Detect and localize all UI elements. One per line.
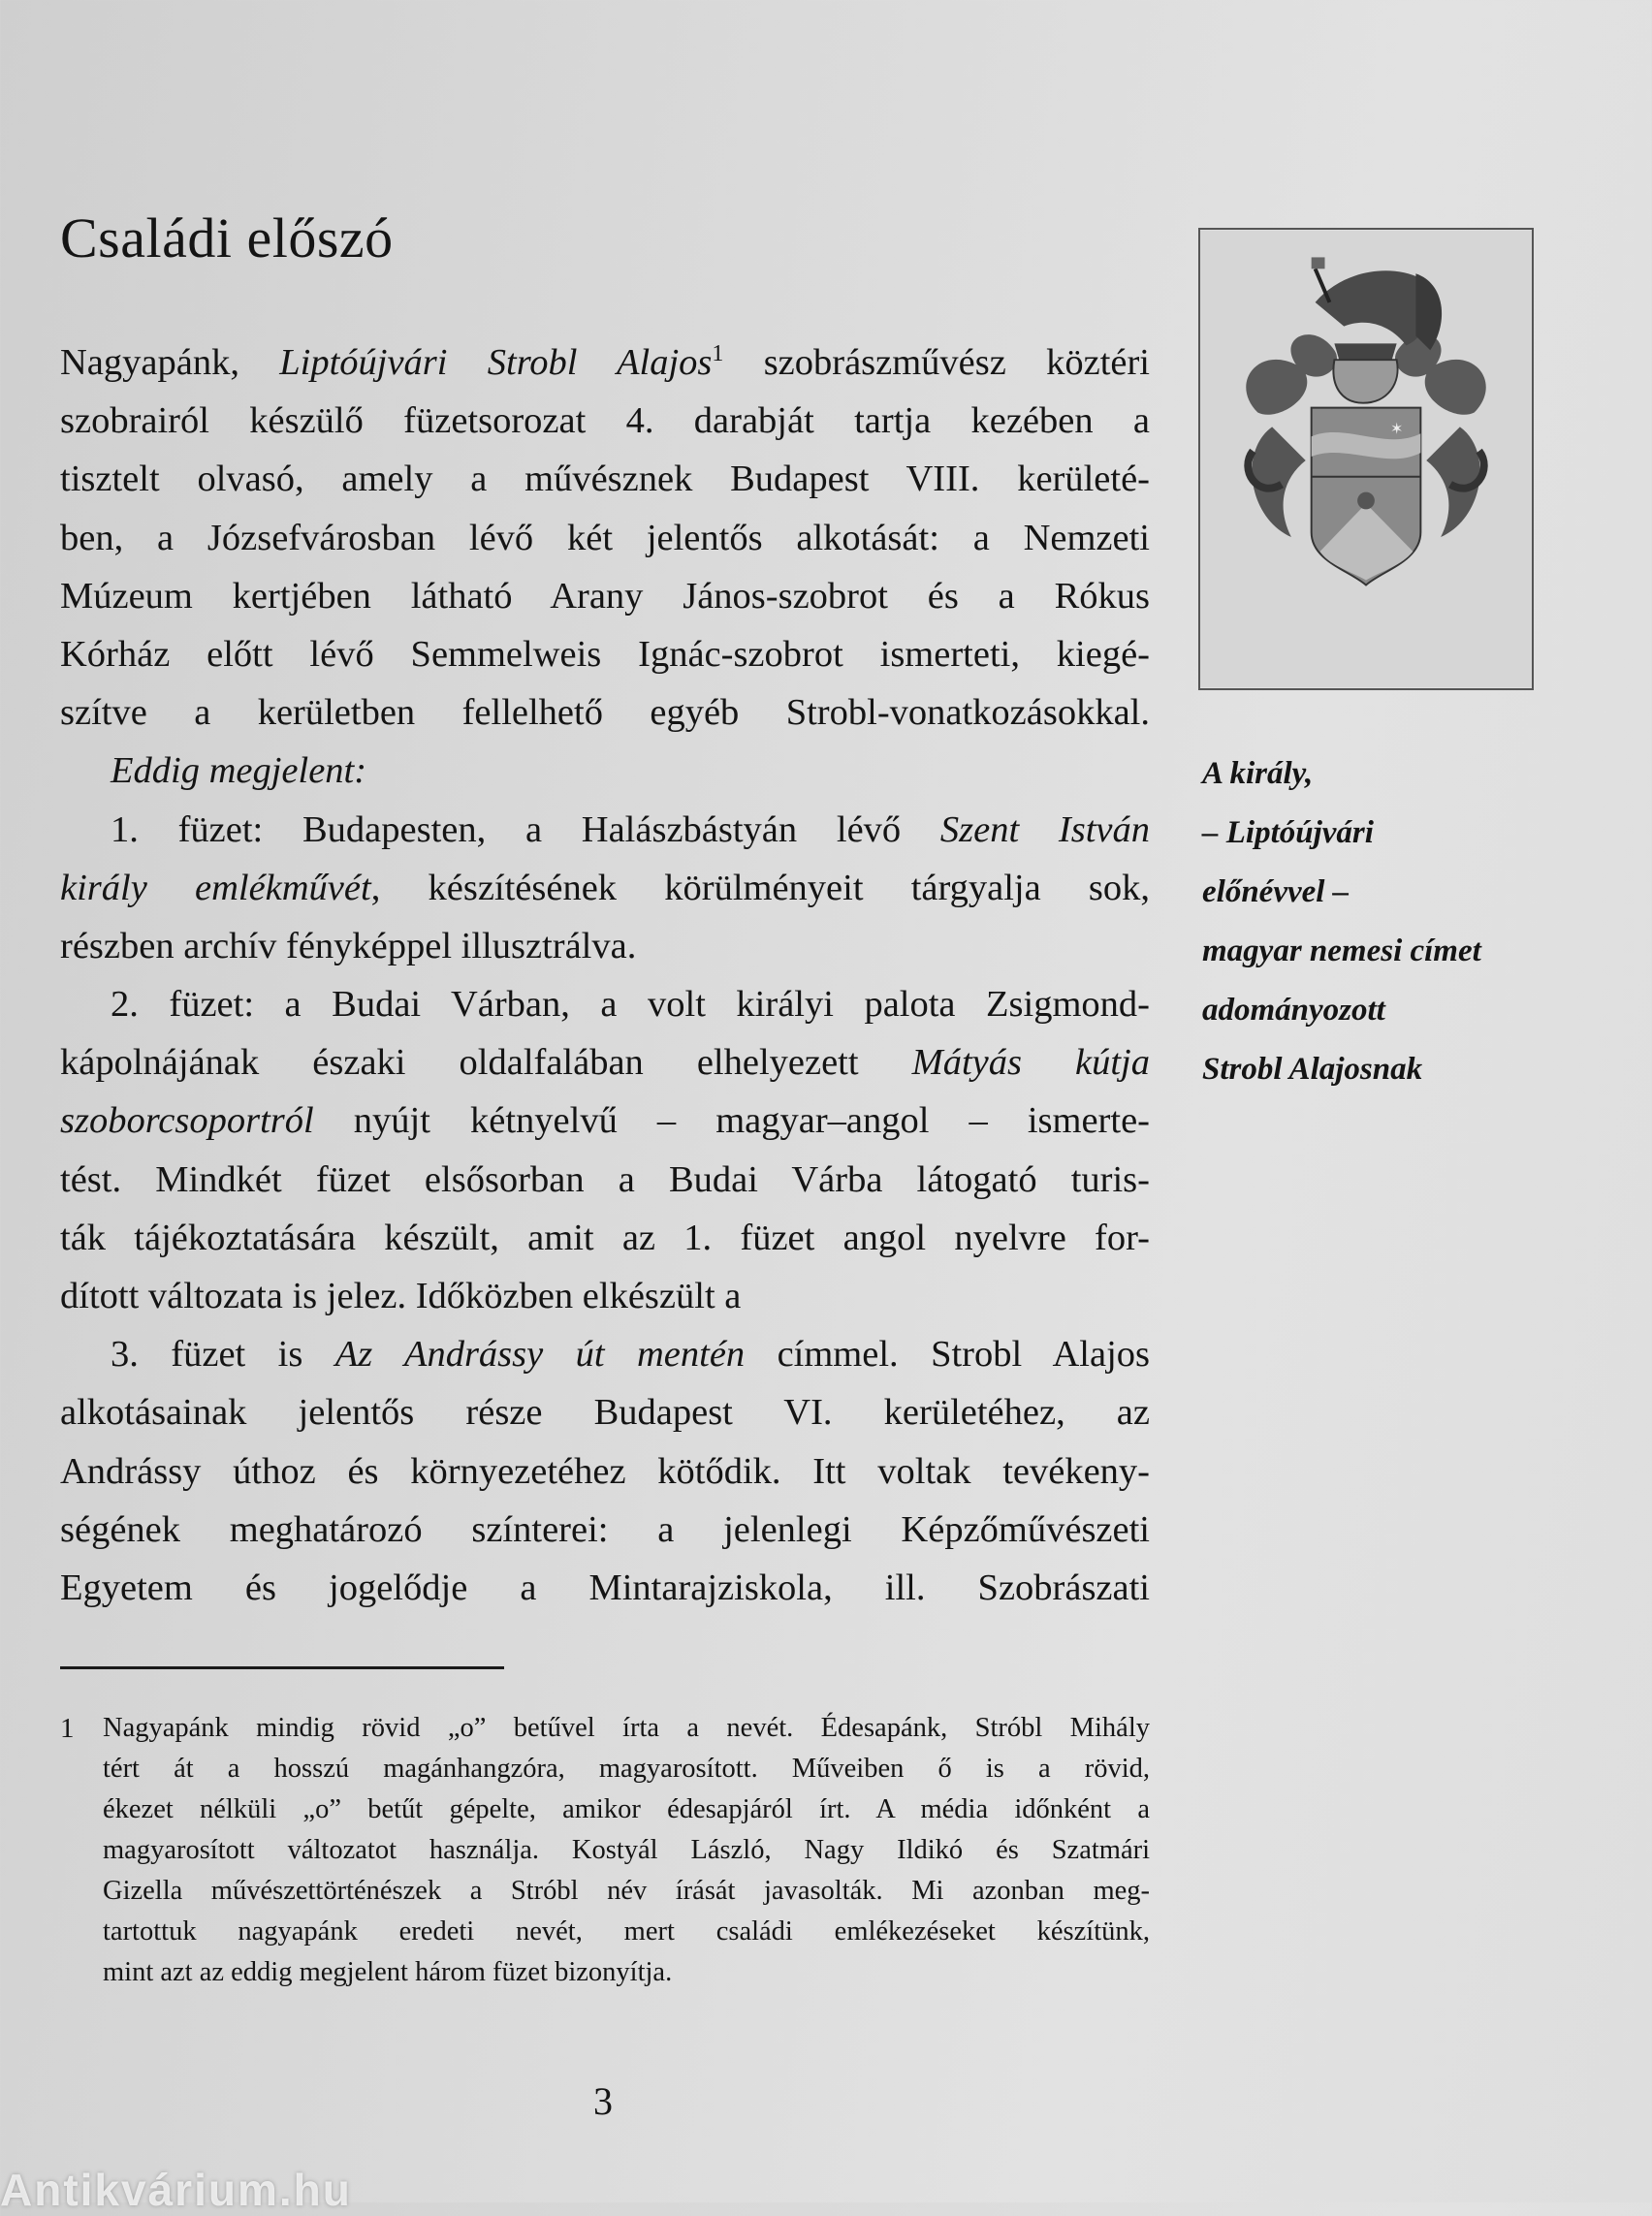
text: tést. Mindkét füzet elsősorban a Budai Várba látogató turis-: [60, 1158, 1150, 1200]
footnote-line: Gizella művészettörténészek a Stróbl név írását javasolták. Mi azonban meg-: [103, 1876, 1150, 1906]
text: 3. füzet is: [111, 1334, 335, 1376]
caption-line: előnévvel –: [1202, 874, 1350, 909]
text: Nagyapánk,: [60, 342, 280, 383]
body-line: [60, 801, 1150, 859]
footnote: [103, 1708, 1150, 1993]
page-number: 3: [593, 2079, 613, 2123]
footnote-line: tért át a hosszú magánhangzóra, magyarosított. Műveiben ő is a rövid,: [103, 1754, 1150, 1784]
italic-text: Az Andrássy út mentén: [334, 1334, 746, 1376]
caption-line: A király,: [1202, 756, 1314, 791]
body-line: [60, 1383, 1150, 1441]
text: címmel. Strobl Alajos: [745, 1334, 1150, 1376]
body-line: [60, 567, 1150, 625]
text: Múzeum kertjében látható Arany János-szobrot és a Rókus: [60, 575, 1150, 617]
body-line: [60, 683, 1150, 742]
text: alkotásainak jelentős része Budapest VI. kerületéhez, az: [60, 1392, 1150, 1434]
text: ségének meghatározó színterei: a jelenlegi Képzőművészeti: [60, 1508, 1150, 1550]
text: szobrászművész köztéri: [723, 342, 1150, 383]
caption-line: magyar nemesi címet: [1202, 934, 1481, 968]
text: részben archív fényképpel illusztrálva.: [60, 925, 637, 966]
text: kápolnájának északi oldalfalában elhelyezett: [60, 1042, 912, 1084]
body-line: [60, 625, 1150, 683]
text: , készítésének körülményeit tárgyalja sok,: [370, 867, 1150, 908]
text: Andrássy úthoz és környezetéhez kötődik. Itt voltak tevékeny-: [60, 1450, 1150, 1492]
footnote-number: 1: [60, 1713, 75, 1744]
body-line: [60, 917, 1150, 975]
footnote-line: mint azt az eddig megjelent három füzet bizonyítja.: [103, 1957, 673, 1987]
body-line: [60, 1151, 1150, 1209]
body-text: [60, 333, 1150, 1617]
coat-of-arms-icon: [1200, 230, 1532, 688]
body-line: [60, 1209, 1150, 1267]
body-line: [60, 1325, 1150, 1383]
coat-of-arms-image: [1198, 228, 1534, 690]
figure-caption: [1202, 744, 1481, 1099]
body-line: [60, 333, 1150, 392]
footnote-line: Nagyapánk mindig rövid „o” betűvel írta a nevét. Édesapánk, Stróbl Mihály: [103, 1713, 1150, 1743]
body-line: [60, 509, 1150, 567]
text: tisztelt olvasó, amely a művésznek Budapest VIII. kerületé-: [60, 459, 1150, 500]
footnote-line: magyarosított változatot használja. Kostyál László, Nagy Ildikó és Szatmári: [103, 1835, 1150, 1865]
watermark: Antikvárium.hu: [0, 2165, 352, 2215]
italic-text: Eddig megjelent:: [111, 750, 367, 792]
body-line: [60, 1559, 1150, 1617]
text: szobrairól készülő füzetsorozat 4. darabját tartja kezében a: [60, 400, 1150, 442]
body-line: [60, 450, 1150, 508]
page-title: Családi előszó: [60, 206, 394, 269]
caption-line: adományozott: [1202, 993, 1385, 1028]
body-line: [60, 1033, 1150, 1092]
footnote-reference: 1: [712, 341, 724, 366]
text: 1. füzet: Budapesten, a Halászbástyán lévő: [111, 808, 940, 850]
italic-text: Mátyás kútja: [911, 1042, 1150, 1084]
text: dított változata is jelez. Időközben elkészült a: [60, 1276, 742, 1316]
footnote-divider: [60, 1666, 504, 1669]
text: ták tájékoztatására készült, amit az 1. füzet angol nyelvre for-: [60, 1217, 1150, 1258]
text: nyújt kétnyelvű – magyar–angol – ismerte-: [313, 1100, 1150, 1142]
body-line: [60, 742, 1150, 800]
caption-line: Strobl Alajosnak: [1202, 1052, 1423, 1087]
body-line: [60, 1092, 1150, 1150]
text: Egyetem és jogelődje a Mintarajziskola, ill. Szobrászati: [60, 1567, 1150, 1608]
body-line: [60, 975, 1150, 1033]
body-line: [60, 1501, 1150, 1559]
caption-line: – Liptóújvári: [1202, 815, 1374, 850]
body-line: [60, 392, 1150, 450]
italic-text: Liptóújvári Strobl Alajos: [279, 342, 713, 383]
italic-text: Szent István: [939, 808, 1150, 850]
body-line: [60, 859, 1150, 917]
text: ben, a Józsefvárosban lévő két jelentős alkotását: a Nemzeti: [60, 517, 1150, 558]
footnote-line: tartottuk nagyapánk eredeti nevét, mert családi emlékezéseket készítünk,: [103, 1916, 1150, 1947]
text: Kórház előtt lévő Semmelweis Ignác-szobrot ismerteti, kiegé-: [60, 633, 1150, 675]
text: szítve a kerületben fellelhető egyéb Strobl-vonatkozásokkal.: [60, 692, 1150, 734]
italic-text: szoborcsoportról: [60, 1100, 314, 1142]
footnote-line: ékezet nélküli „o” betűt gépelte, amikor édesapjáról írt. A média időnként a: [103, 1794, 1150, 1824]
body-line: [60, 1442, 1150, 1501]
italic-text: király emlékművét: [60, 867, 371, 908]
svg-text:✶: ✶: [1390, 421, 1404, 438]
body-line: [60, 1267, 1150, 1325]
text: 2. füzet: a Budai Várban, a volt királyi palota Zsigmond-: [111, 984, 1150, 1026]
